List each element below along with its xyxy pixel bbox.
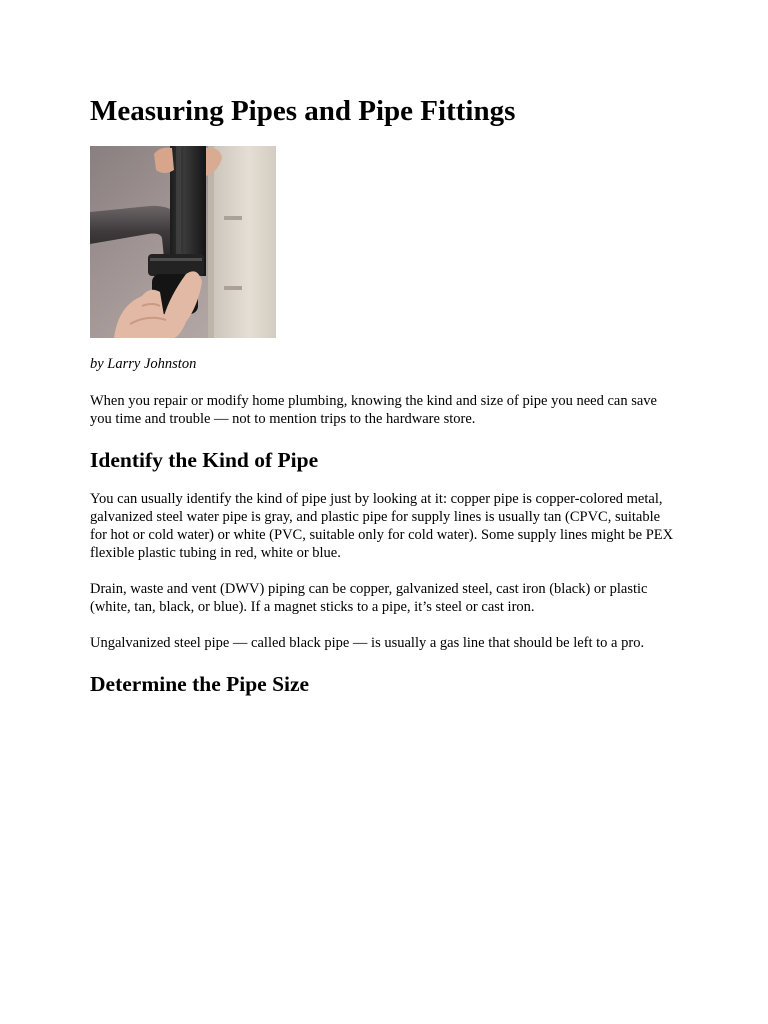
body-paragraph: You can usually identify the kind of pipe just by looking at it: copper pipe is copper-colored metal, galvanized steel water pipe is gray, and plastic pipe for supply lines is usually tan (CPVC, suitable for hot or cold water) or white (PVC, suitable only for cold water). Some supply lines might be PEX flexible plastic tubing in red, white or blue.	[90, 491, 674, 561]
byline: by Larry Johnston	[90, 356, 197, 372]
body-paragraph: Drain, waste and vent (DWV) piping can be copper, galvanized steel, cast iron (black) or plastic (white, tan, black, or blue). If a magnet sticks to a pipe, it’s steel or cast iron.	[90, 581, 648, 615]
article-title: Measuring Pipes and Pipe Fittings	[90, 95, 516, 127]
section-heading: Identify the Kind of Pipe	[90, 448, 319, 472]
article-photo	[90, 146, 276, 338]
intro-paragraph: When you repair or modify home plumbing, knowing the kind and size of pipe you need can save you time and trouble — not to mention trips to the hardware store.	[90, 393, 657, 427]
body-paragraph: Ungalvanized steel pipe — called black pipe — is usually a gas line that should be left to a pro.	[90, 635, 645, 651]
section-heading: Determine the Pipe Size	[90, 672, 310, 696]
